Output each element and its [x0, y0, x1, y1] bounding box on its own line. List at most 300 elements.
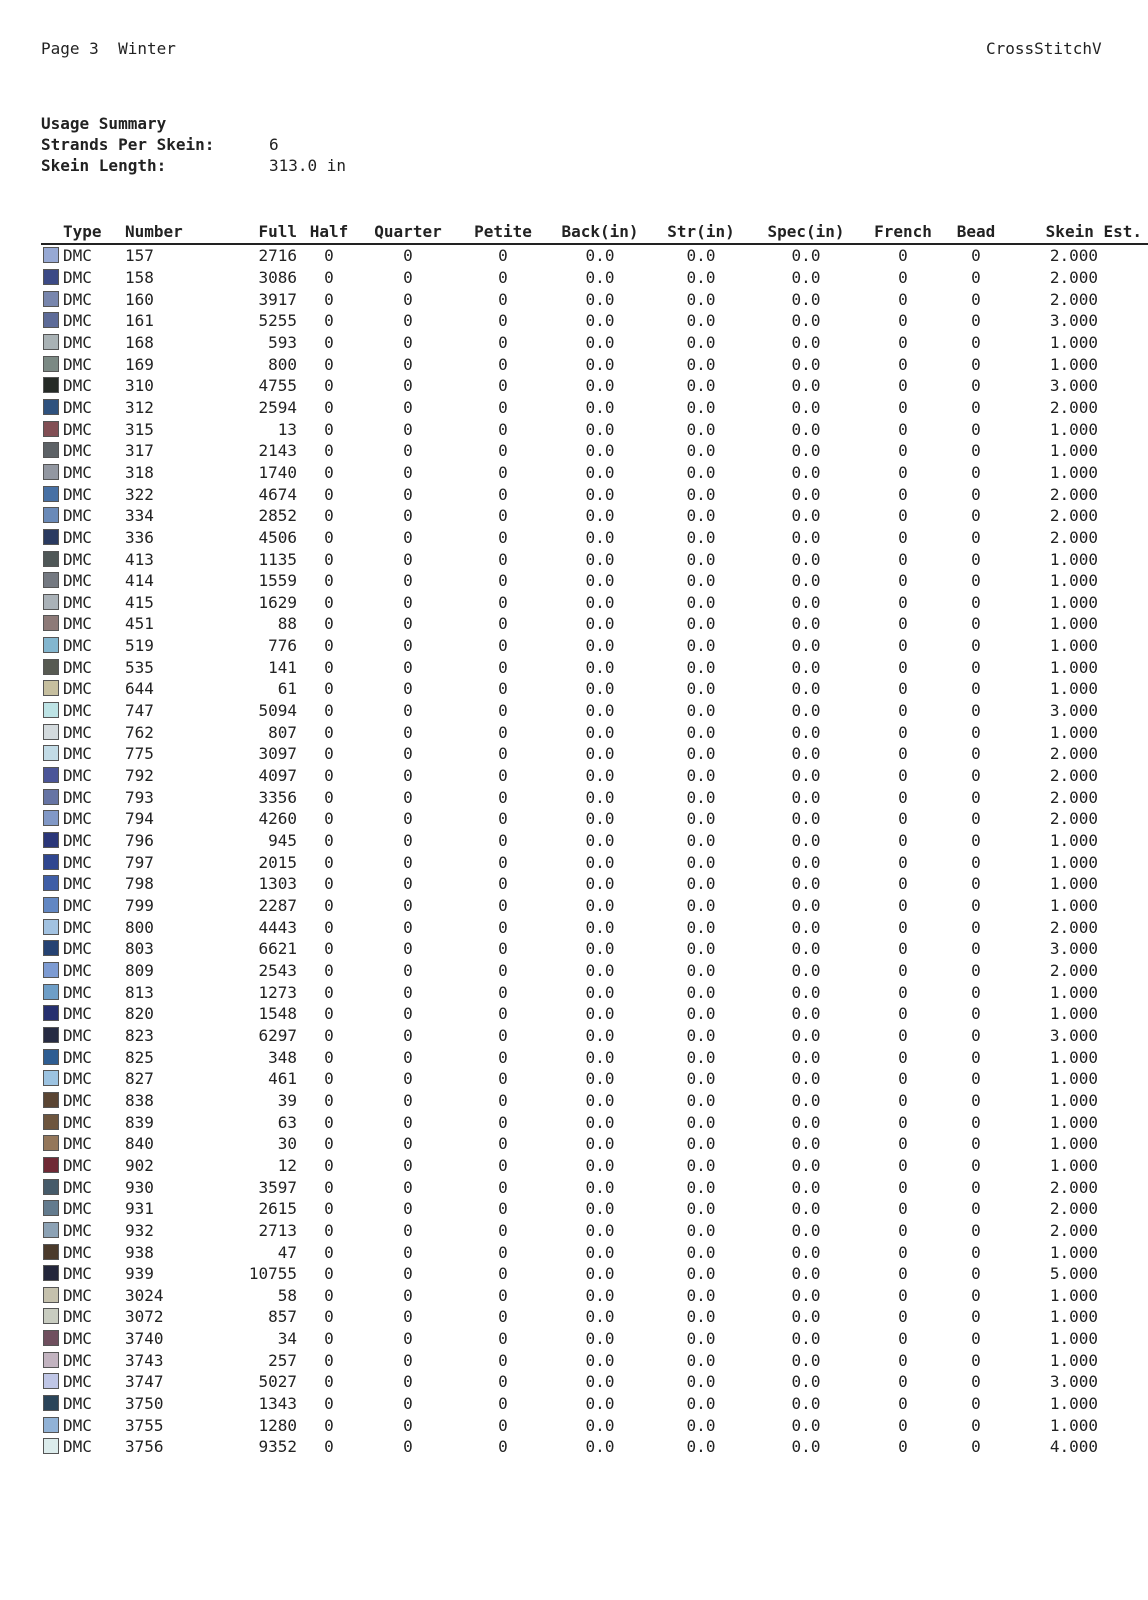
- cell-quarter: 0: [403, 1329, 413, 1349]
- cell-str: 0.0: [686, 1047, 716, 1067]
- cell-type: DMC: [63, 1112, 92, 1132]
- color-swatch: [43, 1092, 59, 1108]
- cell-petite: 0: [498, 506, 508, 526]
- table-row: [41, 418, 1148, 440]
- cell-bead: 0: [971, 917, 981, 937]
- column-header-french: French: [863, 219, 947, 244]
- cell-half: 0: [324, 831, 334, 851]
- cell-spec: 0.0: [791, 960, 821, 980]
- cell-quarter: 0: [403, 1155, 413, 1175]
- cell-petite: 0: [498, 1177, 508, 1197]
- color-swatch: [43, 1352, 59, 1368]
- color-swatch: [43, 1265, 59, 1281]
- cell-skein-est: 1.000: [1049, 1242, 1098, 1262]
- cell-number: 775: [125, 744, 154, 764]
- cell-skein-est: 1.000: [1049, 419, 1098, 439]
- cell-french: 0: [898, 614, 908, 634]
- cell-bead: 0: [971, 1004, 981, 1024]
- table-row: [41, 700, 1148, 722]
- cell-petite: 0: [498, 1350, 508, 1370]
- cell-half: 0: [324, 744, 334, 764]
- color-swatch: [43, 832, 59, 848]
- cell-full: 3086: [258, 267, 297, 287]
- cell-half: 0: [324, 354, 334, 374]
- swatch-cell: [41, 1003, 63, 1025]
- cell-quarter: 0: [403, 701, 413, 721]
- summary-title: Usage Summary: [41, 114, 167, 133]
- cell-french: 0: [898, 289, 908, 309]
- swatch-cell: [41, 765, 63, 787]
- cell-quarter: 0: [403, 939, 413, 959]
- cell-half: 0: [324, 701, 334, 721]
- cell-type: DMC: [63, 506, 92, 526]
- swatch-cell: [41, 418, 63, 440]
- cell-type: DMC: [63, 939, 92, 959]
- color-swatch: [43, 615, 59, 631]
- cell-str: 0.0: [686, 787, 716, 807]
- cell-spec: 0.0: [791, 809, 821, 829]
- cell-number: 931: [125, 1199, 154, 1219]
- cell-skein-est: 2.000: [1049, 787, 1098, 807]
- cell-french: 0: [898, 441, 908, 461]
- cell-spec: 0.0: [791, 332, 821, 352]
- cell-spec: 0.0: [791, 636, 821, 656]
- cell-skein-est: 1.000: [1049, 1285, 1098, 1305]
- cell-type: DMC: [63, 722, 92, 742]
- cell-half: 0: [324, 376, 334, 396]
- color-swatch: [43, 962, 59, 978]
- cell-petite: 0: [498, 441, 508, 461]
- cell-skein-est: 2.000: [1049, 1177, 1098, 1197]
- cell-petite: 0: [498, 289, 508, 309]
- cell-full: 58: [277, 1285, 297, 1305]
- cell-french: 0: [898, 1112, 908, 1132]
- cell-quarter: 0: [403, 311, 413, 331]
- cell-half: 0: [324, 614, 334, 634]
- cell-str: 0.0: [686, 311, 716, 331]
- swatch-cell: [41, 462, 63, 484]
- cell-skein-est: 1.000: [1049, 1134, 1098, 1154]
- cell-skein-est: 2.000: [1049, 397, 1098, 417]
- cell-str: 0.0: [686, 701, 716, 721]
- cell-french: 0: [898, 1220, 908, 1240]
- cell-str: 0.0: [686, 1372, 716, 1392]
- cell-spec: 0.0: [791, 1004, 821, 1024]
- color-swatch: [43, 1330, 59, 1346]
- cell-petite: 0: [498, 1372, 508, 1392]
- cell-quarter: 0: [403, 852, 413, 872]
- cell-spec: 0.0: [791, 571, 821, 591]
- cell-bead: 0: [971, 462, 981, 482]
- cell-half: 0: [324, 1329, 334, 1349]
- cell-french: 0: [898, 506, 908, 526]
- cell-full: 1280: [258, 1415, 297, 1435]
- cell-full: 13: [277, 419, 297, 439]
- cell-petite: 0: [498, 896, 508, 916]
- cell-petite: 0: [498, 419, 508, 439]
- cell-back: 0.0: [585, 592, 615, 612]
- cell-type: DMC: [63, 441, 92, 461]
- table-row: [41, 1285, 1148, 1307]
- cell-spec: 0.0: [791, 267, 821, 287]
- cell-full: 1559: [258, 571, 297, 591]
- cell-type: DMC: [63, 1155, 92, 1175]
- cell-number: 809: [125, 960, 154, 980]
- cell-quarter: 0: [403, 1090, 413, 1110]
- cell-quarter: 0: [403, 246, 413, 266]
- cell-type: DMC: [63, 1350, 92, 1370]
- cell-number: 3743: [125, 1350, 164, 1370]
- cell-full: 3097: [258, 744, 297, 764]
- cell-full: 9352: [258, 1437, 297, 1457]
- cell-full: 593: [268, 332, 297, 352]
- cell-french: 0: [898, 1372, 908, 1392]
- cell-skein-est: 2.000: [1049, 744, 1098, 764]
- cell-type: DMC: [63, 571, 92, 591]
- cell-type: DMC: [63, 354, 92, 374]
- cell-french: 0: [898, 1350, 908, 1370]
- cell-bead: 0: [971, 311, 981, 331]
- cell-full: 3356: [258, 787, 297, 807]
- cell-petite: 0: [498, 917, 508, 937]
- cell-full: 348: [268, 1047, 297, 1067]
- color-swatch: [43, 312, 59, 328]
- cell-full: 2015: [258, 852, 297, 872]
- cell-spec: 0.0: [791, 1112, 821, 1132]
- cell-bead: 0: [971, 1112, 981, 1132]
- swatch-cell: [41, 1111, 63, 1133]
- cell-quarter: 0: [403, 1264, 413, 1284]
- cell-skein-est: 5.000: [1049, 1264, 1098, 1284]
- cell-petite: 0: [498, 1329, 508, 1349]
- cell-bead: 0: [971, 874, 981, 894]
- color-swatch: [43, 724, 59, 740]
- cell-full: 776: [268, 636, 297, 656]
- cell-skein-est: 1.000: [1049, 592, 1098, 612]
- cell-french: 0: [898, 657, 908, 677]
- cell-back: 0.0: [585, 1220, 615, 1240]
- cell-back: 0.0: [585, 419, 615, 439]
- table-row: [41, 570, 1148, 592]
- cell-petite: 0: [498, 831, 508, 851]
- cell-petite: 0: [498, 614, 508, 634]
- cell-full: 461: [268, 1069, 297, 1089]
- cell-type: DMC: [63, 1372, 92, 1392]
- cell-skein-est: 2.000: [1049, 917, 1098, 937]
- cell-back: 0.0: [585, 1350, 615, 1370]
- cell-back: 0.0: [585, 1329, 615, 1349]
- cell-quarter: 0: [403, 1372, 413, 1392]
- cell-type: DMC: [63, 1329, 92, 1349]
- cell-french: 0: [898, 701, 908, 721]
- table-row: [41, 1263, 1148, 1285]
- table-row: [41, 397, 1148, 419]
- swatch-cell: [41, 1436, 63, 1458]
- cell-french: 0: [898, 1134, 908, 1154]
- cell-petite: 0: [498, 462, 508, 482]
- color-swatch: [43, 1373, 59, 1389]
- cell-back: 0.0: [585, 722, 615, 742]
- cell-petite: 0: [498, 1285, 508, 1305]
- cell-french: 0: [898, 311, 908, 331]
- swatch-cell: [41, 1025, 63, 1047]
- cell-str: 0.0: [686, 1220, 716, 1240]
- cell-french: 0: [898, 397, 908, 417]
- cell-type: DMC: [63, 744, 92, 764]
- cell-back: 0.0: [585, 1134, 615, 1154]
- color-swatch: [43, 789, 59, 805]
- table-row: [41, 462, 1148, 484]
- table-row: [41, 1306, 1148, 1328]
- swatch-cell: [41, 656, 63, 678]
- cell-bead: 0: [971, 1155, 981, 1175]
- cell-str: 0.0: [686, 441, 716, 461]
- cell-french: 0: [898, 1199, 908, 1219]
- cell-str: 0.0: [686, 960, 716, 980]
- cell-back: 0.0: [585, 1307, 615, 1327]
- cell-back: 0.0: [585, 1437, 615, 1457]
- cell-half: 0: [324, 982, 334, 1002]
- cell-half: 0: [324, 679, 334, 699]
- cell-str: 0.0: [686, 1307, 716, 1327]
- cell-type: DMC: [63, 311, 92, 331]
- cell-quarter: 0: [403, 831, 413, 851]
- cell-spec: 0.0: [791, 744, 821, 764]
- cell-bead: 0: [971, 960, 981, 980]
- color-swatch: [43, 897, 59, 913]
- cell-skein-est: 1.000: [1049, 1350, 1098, 1370]
- cell-full: 4506: [258, 527, 297, 547]
- cell-bead: 0: [971, 1134, 981, 1154]
- cell-bead: 0: [971, 1220, 981, 1240]
- table-row: [41, 656, 1148, 678]
- table-row: [41, 440, 1148, 462]
- cell-french: 0: [898, 1090, 908, 1110]
- cell-spec: 0.0: [791, 766, 821, 786]
- color-swatch: [43, 356, 59, 372]
- cell-spec: 0.0: [791, 1394, 821, 1414]
- cell-skein-est: 1.000: [1049, 679, 1098, 699]
- cell-bead: 0: [971, 1329, 981, 1349]
- table-row: [41, 1025, 1148, 1047]
- column-header-quarter: Quarter: [361, 219, 459, 244]
- cell-type: DMC: [63, 376, 92, 396]
- cell-quarter: 0: [403, 419, 413, 439]
- cell-back: 0.0: [585, 1372, 615, 1392]
- cell-back: 0.0: [585, 831, 615, 851]
- cell-back: 0.0: [585, 441, 615, 461]
- cell-type: DMC: [63, 1307, 92, 1327]
- cell-bead: 0: [971, 1437, 981, 1457]
- cell-spec: 0.0: [791, 246, 821, 266]
- cell-str: 0.0: [686, 1112, 716, 1132]
- cell-type: DMC: [63, 1199, 92, 1219]
- cell-half: 0: [324, 657, 334, 677]
- cell-spec: 0.0: [791, 1372, 821, 1392]
- cell-skein-est: 2.000: [1049, 506, 1098, 526]
- cell-french: 0: [898, 636, 908, 656]
- cell-str: 0.0: [686, 246, 716, 266]
- column-header-str: Str(in): [653, 219, 753, 244]
- cell-str: 0.0: [686, 1415, 716, 1435]
- table-row: [41, 808, 1148, 830]
- cell-quarter: 0: [403, 722, 413, 742]
- cell-type: DMC: [63, 787, 92, 807]
- cell-skein-est: 2.000: [1049, 246, 1098, 266]
- cell-type: DMC: [63, 960, 92, 980]
- cell-str: 0.0: [686, 1350, 716, 1370]
- cell-full: 1303: [258, 874, 297, 894]
- cell-bead: 0: [971, 267, 981, 287]
- usage-table-body: [41, 244, 1148, 1458]
- cell-skein-est: 2.000: [1049, 527, 1098, 547]
- cell-half: 0: [324, 1220, 334, 1240]
- swatch-cell: [41, 830, 63, 852]
- cell-type: DMC: [63, 874, 92, 894]
- cell-french: 0: [898, 1047, 908, 1067]
- cell-type: DMC: [63, 831, 92, 851]
- cell-str: 0.0: [686, 896, 716, 916]
- cell-full: 1548: [258, 1004, 297, 1024]
- cell-quarter: 0: [403, 1394, 413, 1414]
- cell-half: 0: [324, 1350, 334, 1370]
- cell-bead: 0: [971, 831, 981, 851]
- cell-french: 0: [898, 896, 908, 916]
- cell-quarter: 0: [403, 354, 413, 374]
- cell-spec: 0.0: [791, 1069, 821, 1089]
- cell-half: 0: [324, 1069, 334, 1089]
- table-row: [41, 1046, 1148, 1068]
- swatch-cell: [41, 1371, 63, 1393]
- cell-half: 0: [324, 527, 334, 547]
- cell-str: 0.0: [686, 397, 716, 417]
- cell-quarter: 0: [403, 571, 413, 591]
- cell-number: 3755: [125, 1415, 164, 1435]
- cell-bead: 0: [971, 289, 981, 309]
- swatch-cell: [41, 1393, 63, 1415]
- page-header-left: Page 3 Winter: [41, 39, 176, 58]
- cell-french: 0: [898, 1329, 908, 1349]
- cell-petite: 0: [498, 1155, 508, 1175]
- color-swatch: [43, 1070, 59, 1086]
- cell-half: 0: [324, 311, 334, 331]
- column-header-spec: Spec(in): [753, 219, 863, 244]
- cell-bead: 0: [971, 376, 981, 396]
- cell-back: 0.0: [585, 787, 615, 807]
- cell-skein-est: 1.000: [1049, 722, 1098, 742]
- cell-bead: 0: [971, 679, 981, 699]
- cell-bead: 0: [971, 614, 981, 634]
- cell-spec: 0.0: [791, 376, 821, 396]
- cell-back: 0.0: [585, 1090, 615, 1110]
- color-swatch: [43, 659, 59, 675]
- cell-number: 840: [125, 1134, 154, 1154]
- cell-french: 0: [898, 679, 908, 699]
- cell-petite: 0: [498, 722, 508, 742]
- cell-half: 0: [324, 896, 334, 916]
- cell-quarter: 0: [403, 1307, 413, 1327]
- cell-half: 0: [324, 506, 334, 526]
- cell-back: 0.0: [585, 549, 615, 569]
- cell-number: 792: [125, 766, 154, 786]
- cell-full: 857: [268, 1307, 297, 1327]
- color-swatch: [43, 291, 59, 307]
- cell-type: DMC: [63, 614, 92, 634]
- table-row: [41, 1198, 1148, 1220]
- cell-french: 0: [898, 267, 908, 287]
- swatch-cell: [41, 267, 63, 289]
- cell-bead: 0: [971, 1350, 981, 1370]
- swatch-cell: [41, 1306, 63, 1328]
- cell-half: 0: [324, 289, 334, 309]
- swatch-cell: [41, 851, 63, 873]
- cell-french: 0: [898, 1069, 908, 1089]
- cell-bead: 0: [971, 246, 981, 266]
- cell-french: 0: [898, 419, 908, 439]
- color-swatch: [43, 1395, 59, 1411]
- cell-half: 0: [324, 441, 334, 461]
- cell-number: 644: [125, 679, 154, 699]
- page-header-right: CrossStitchV: [986, 39, 1102, 58]
- color-swatch: [43, 269, 59, 285]
- cell-str: 0.0: [686, 484, 716, 504]
- cell-full: 47: [277, 1242, 297, 1262]
- cell-skein-est: 1.000: [1049, 982, 1098, 1002]
- cell-french: 0: [898, 1155, 908, 1175]
- cell-back: 0.0: [585, 267, 615, 287]
- cell-full: 2594: [258, 397, 297, 417]
- cell-number: 414: [125, 571, 154, 591]
- cell-petite: 0: [498, 1004, 508, 1024]
- cell-back: 0.0: [585, 614, 615, 634]
- color-swatch: [43, 572, 59, 588]
- table-row: [41, 1328, 1148, 1350]
- cell-skein-est: 2.000: [1049, 809, 1098, 829]
- cell-petite: 0: [498, 1220, 508, 1240]
- swatch-cell: [41, 375, 63, 397]
- cell-half: 0: [324, 766, 334, 786]
- cell-type: DMC: [63, 1437, 92, 1457]
- cell-back: 0.0: [585, 809, 615, 829]
- cell-number: 519: [125, 636, 154, 656]
- color-swatch: [43, 702, 59, 718]
- cell-str: 0.0: [686, 332, 716, 352]
- cell-number: 3750: [125, 1394, 164, 1414]
- cell-quarter: 0: [403, 376, 413, 396]
- cell-str: 0.0: [686, 874, 716, 894]
- color-swatch: [43, 464, 59, 480]
- table-row: [41, 1133, 1148, 1155]
- cell-skein-est: 3.000: [1049, 1372, 1098, 1392]
- cell-half: 0: [324, 874, 334, 894]
- cell-full: 2713: [258, 1220, 297, 1240]
- cell-number: 3747: [125, 1372, 164, 1392]
- cell-type: DMC: [63, 1415, 92, 1435]
- color-swatch: [43, 1179, 59, 1195]
- cell-spec: 0.0: [791, 549, 821, 569]
- cell-quarter: 0: [403, 787, 413, 807]
- cell-skein-est: 1.000: [1049, 614, 1098, 634]
- cell-petite: 0: [498, 527, 508, 547]
- cell-skein-est: 1.000: [1049, 1004, 1098, 1024]
- swatch-cell: [41, 678, 63, 700]
- cell-full: 12: [277, 1155, 297, 1175]
- cell-type: DMC: [63, 982, 92, 1002]
- cell-type: DMC: [63, 1069, 92, 1089]
- cell-spec: 0.0: [791, 311, 821, 331]
- cell-number: 3740: [125, 1329, 164, 1349]
- cell-bead: 0: [971, 527, 981, 547]
